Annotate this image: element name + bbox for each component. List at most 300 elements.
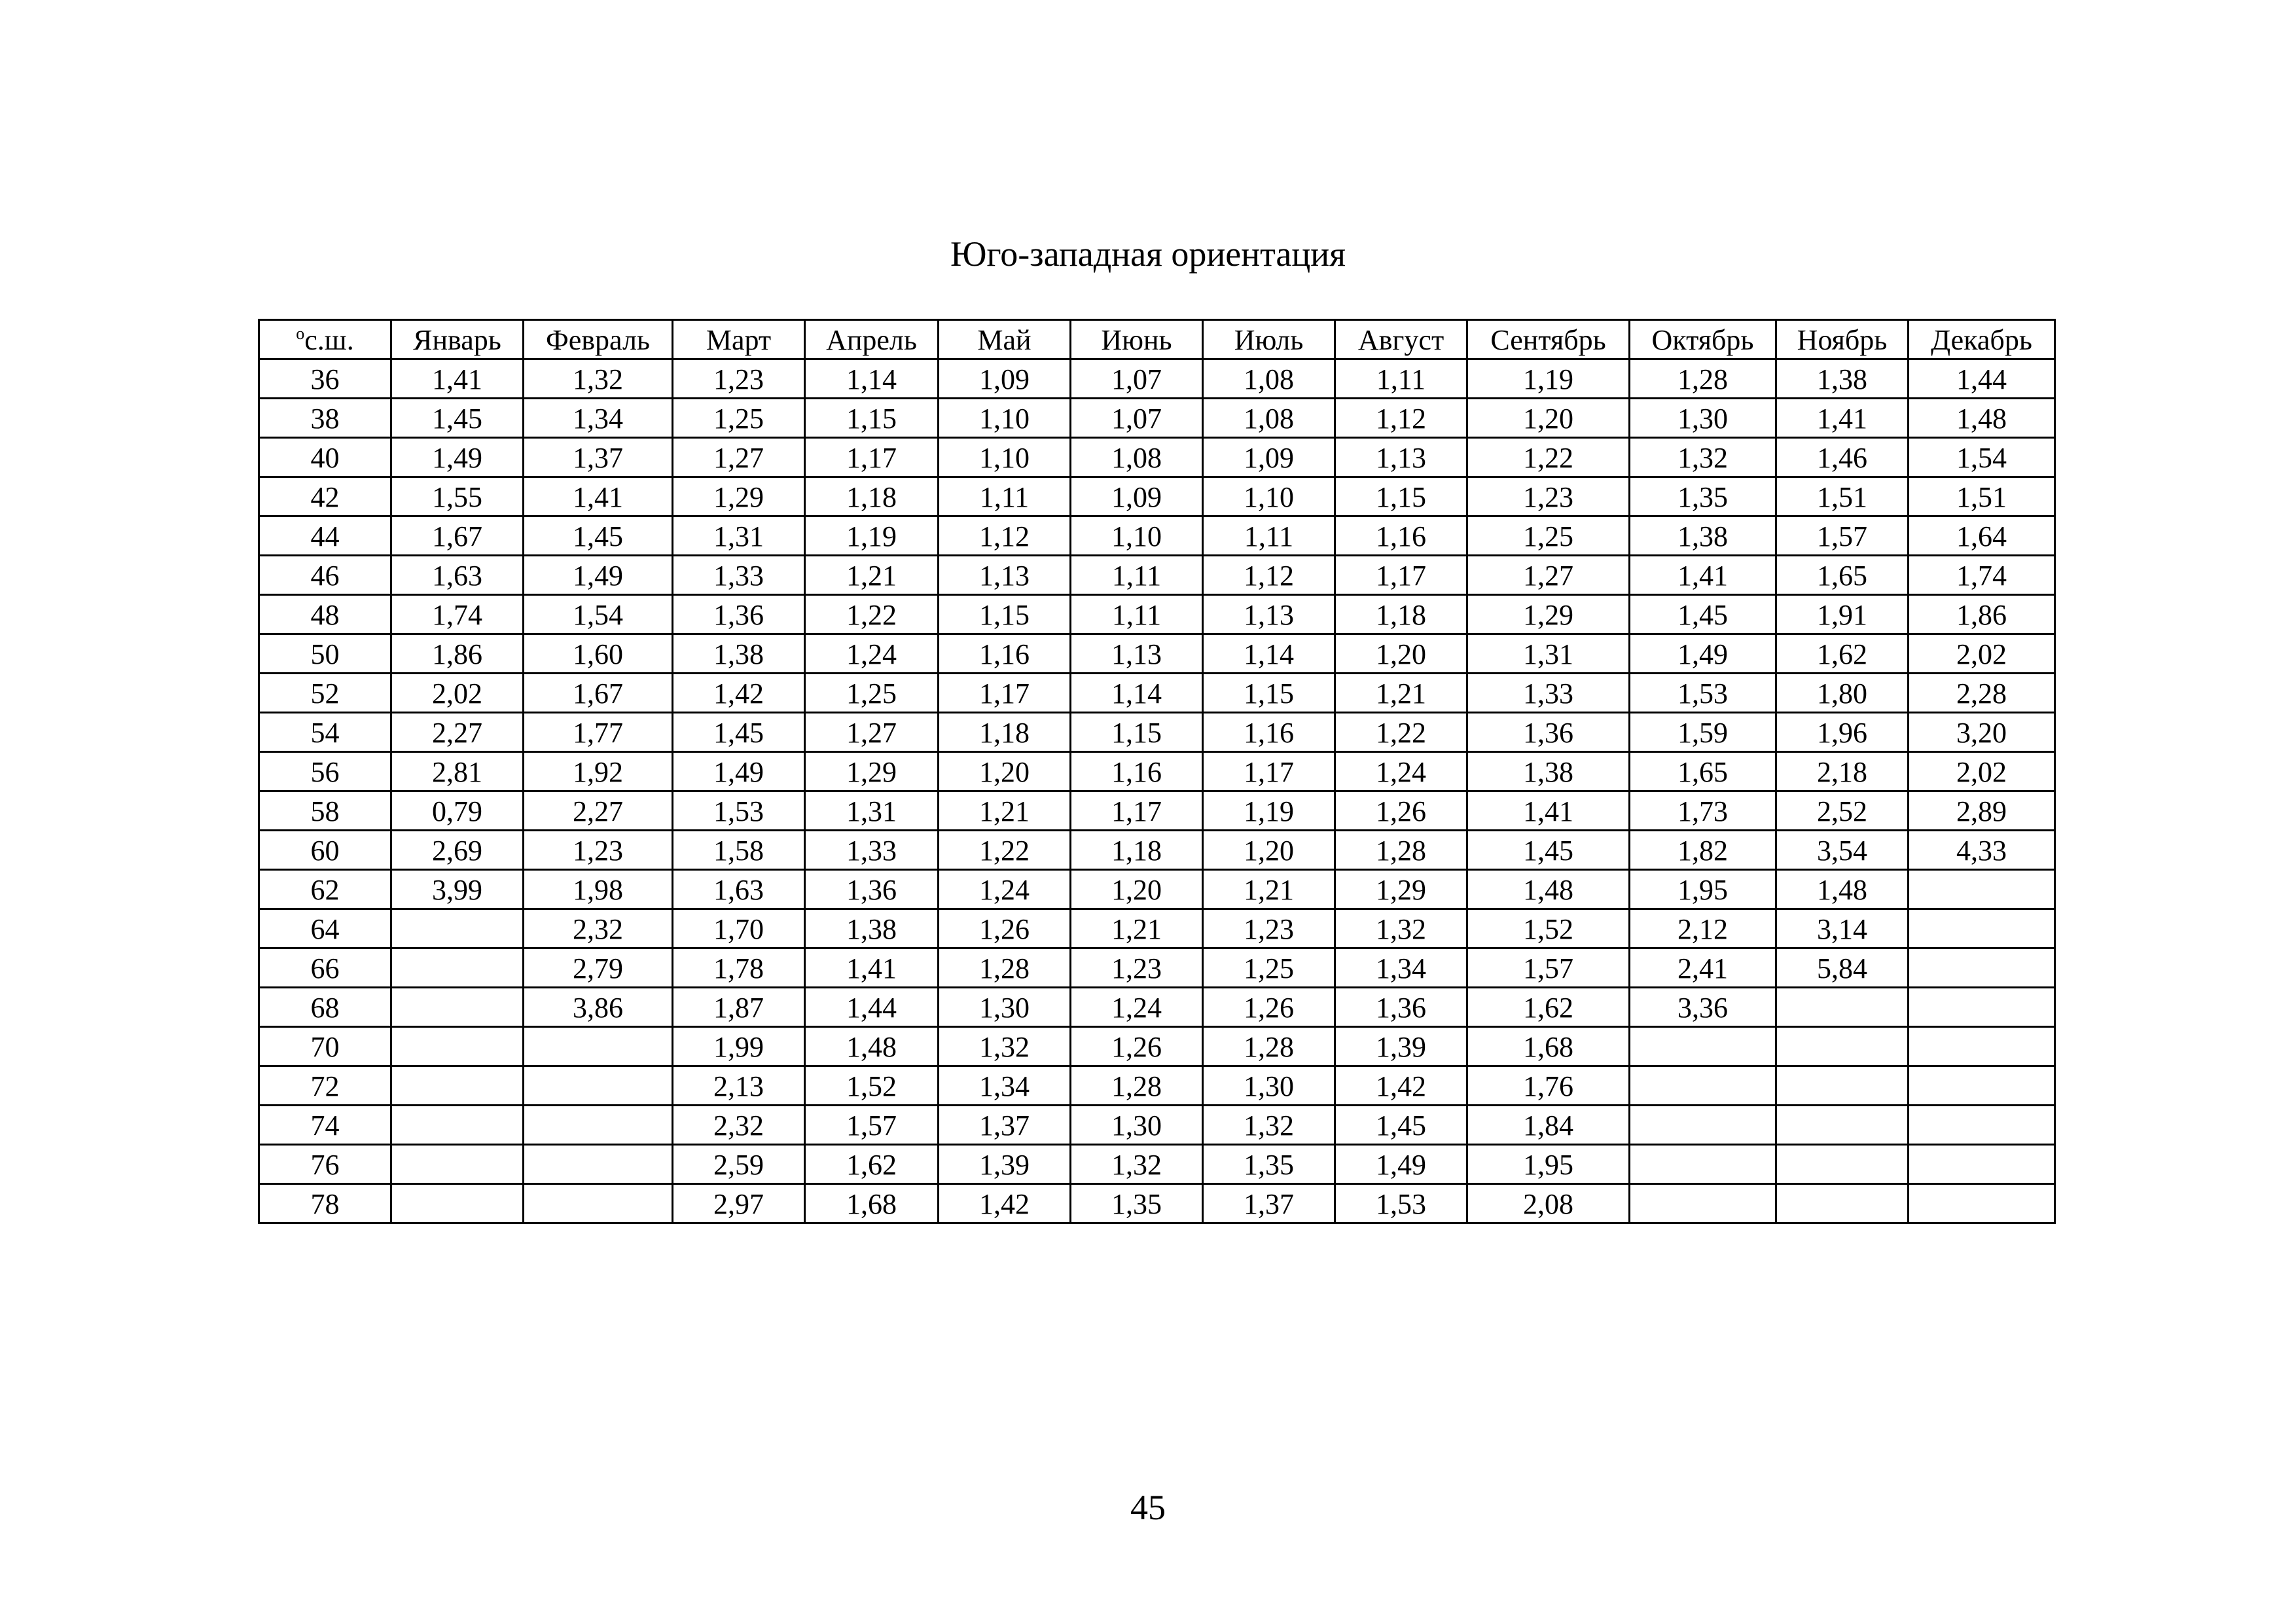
latitude-cell: 70 [259,1027,391,1066]
table-row [259,359,2055,399]
value-cell: 1,35 [1630,477,1776,516]
value-cell: 1,32 [1071,1145,1203,1184]
value-cell: 1,49 [1335,1145,1467,1184]
table-row [259,556,2055,595]
month-header: Август [1335,320,1467,359]
value-cell: 2,27 [524,791,673,831]
value-cell: 1,23 [673,359,805,399]
value-cell: 1,68 [1467,1027,1630,1066]
value-cell [1630,1145,1776,1184]
value-cell: 1,38 [1630,516,1776,556]
value-cell: 1,67 [524,674,673,713]
value-cell: 3,99 [391,870,524,909]
value-cell: 2,08 [1467,1184,1630,1223]
value-cell [524,1027,673,1066]
value-cell: 1,34 [524,399,673,438]
value-cell: 1,33 [673,556,805,595]
value-cell: 1,25 [805,674,939,713]
value-cell: 1,10 [939,438,1071,477]
value-cell: 1,21 [805,556,939,595]
value-cell: 2,13 [673,1066,805,1106]
value-cell: 1,70 [673,909,805,948]
value-cell: 1,64 [1909,516,2055,556]
value-cell: 1,28 [1335,831,1467,870]
value-cell: 1,19 [1203,791,1335,831]
value-cell: 1,29 [1335,870,1467,909]
month-header: Март [673,320,805,359]
month-header: Ноябрь [1776,320,1909,359]
latitude-cell: 72 [259,1066,391,1106]
latitude-cell: 42 [259,477,391,516]
value-cell [1776,988,1909,1027]
table-body [259,359,2055,1223]
value-cell: 1,53 [673,791,805,831]
value-cell: 1,37 [524,438,673,477]
value-cell: 1,63 [391,556,524,595]
value-cell: 1,20 [1071,870,1203,909]
table-row [259,477,2055,516]
value-cell: 1,45 [1630,595,1776,634]
value-cell: 1,68 [805,1184,939,1223]
value-cell: 1,23 [524,831,673,870]
month-header: Май [939,320,1071,359]
value-cell: 1,87 [673,988,805,1027]
latitude-cell: 78 [259,1184,391,1223]
value-cell: 1,48 [805,1027,939,1066]
value-cell: 1,23 [1071,948,1203,988]
value-cell: 1,12 [939,516,1071,556]
value-cell: 1,24 [939,870,1071,909]
value-cell: 1,15 [1203,674,1335,713]
value-cell: 1,20 [1467,399,1630,438]
value-cell: 1,16 [1071,752,1203,791]
table-row [259,1066,2055,1106]
value-cell: 1,17 [1335,556,1467,595]
value-cell: 1,10 [939,399,1071,438]
value-cell: 1,26 [1335,791,1467,831]
value-cell: 1,28 [1630,359,1776,399]
value-cell: 3,36 [1630,988,1776,1027]
value-cell: 1,18 [939,713,1071,752]
table-header-row [259,320,2055,359]
value-cell: 1,77 [524,713,673,752]
value-cell: 1,80 [1776,674,1909,713]
latitude-cell: 38 [259,399,391,438]
value-cell: 2,02 [1909,752,2055,791]
value-cell: 1,51 [1776,477,1909,516]
value-cell: 1,22 [1335,713,1467,752]
value-cell: 1,53 [1630,674,1776,713]
value-cell: 1,39 [939,1145,1071,1184]
value-cell: 1,49 [391,438,524,477]
degree-superscript: о [296,324,305,343]
value-cell: 1,21 [1335,674,1467,713]
value-cell [1909,948,2055,988]
value-cell: 1,08 [1203,399,1335,438]
value-cell: 1,41 [1630,556,1776,595]
value-cell: 1,42 [1335,1066,1467,1106]
latitude-cell: 46 [259,556,391,595]
value-cell: 1,16 [939,634,1071,674]
value-cell [1630,1184,1776,1223]
value-cell: 1,30 [1630,399,1776,438]
value-cell: 1,36 [673,595,805,634]
month-header: Июль [1203,320,1335,359]
value-cell [1909,1145,2055,1184]
table-row [259,1027,2055,1066]
value-cell: 1,48 [1909,399,2055,438]
value-cell [391,1184,524,1223]
value-cell: 1,45 [673,713,805,752]
value-cell: 2,79 [524,948,673,988]
value-cell: 1,12 [1203,556,1335,595]
value-cell: 2,02 [391,674,524,713]
value-cell: 1,24 [1071,988,1203,1027]
value-cell: 1,38 [805,909,939,948]
value-cell: 1,95 [1467,1145,1630,1184]
value-cell: 1,37 [1203,1184,1335,1223]
value-cell: 1,31 [673,516,805,556]
value-cell [391,988,524,1027]
value-cell: 0,79 [391,791,524,831]
value-cell: 1,65 [1776,556,1909,595]
value-cell: 1,44 [1909,359,2055,399]
value-cell: 1,19 [1467,359,1630,399]
value-cell: 1,32 [1335,909,1467,948]
value-cell: 1,18 [1335,595,1467,634]
value-cell [1909,1106,2055,1145]
value-cell: 1,07 [1071,359,1203,399]
table-row [259,634,2055,674]
value-cell: 1,14 [1071,674,1203,713]
value-cell: 1,14 [805,359,939,399]
value-cell: 1,92 [524,752,673,791]
value-cell: 1,22 [939,831,1071,870]
value-cell: 1,35 [1203,1145,1335,1184]
value-cell [524,1184,673,1223]
month-header: Октябрь [1630,320,1776,359]
value-cell [391,909,524,948]
value-cell: 1,10 [1203,477,1335,516]
value-cell: 1,73 [1630,791,1776,831]
value-cell: 1,41 [1776,399,1909,438]
latitude-cell: 56 [259,752,391,791]
value-cell: 1,27 [673,438,805,477]
value-cell: 1,34 [1335,948,1467,988]
latitude-cell: 50 [259,634,391,674]
value-cell: 1,37 [939,1106,1071,1145]
value-cell: 2,52 [1776,791,1909,831]
value-cell: 1,42 [939,1184,1071,1223]
value-cell: 1,41 [391,359,524,399]
value-cell: 2,12 [1630,909,1776,948]
value-cell: 1,07 [1071,399,1203,438]
value-cell [391,1145,524,1184]
value-cell: 1,45 [1335,1106,1467,1145]
value-cell: 2,02 [1909,634,2055,674]
value-cell: 2,32 [524,909,673,948]
value-cell: 1,24 [805,634,939,674]
month-header: Сентябрь [1467,320,1630,359]
value-cell: 1,57 [805,1106,939,1145]
value-cell: 1,30 [939,988,1071,1027]
value-cell: 1,29 [805,752,939,791]
value-cell: 1,16 [1335,516,1467,556]
value-cell: 1,25 [1467,516,1630,556]
value-cell: 1,36 [805,870,939,909]
value-cell: 2,89 [1909,791,2055,831]
latitude-cell: 66 [259,948,391,988]
value-cell: 1,15 [1071,713,1203,752]
value-cell: 1,54 [524,595,673,634]
value-cell: 1,28 [1071,1066,1203,1106]
value-cell: 1,32 [524,359,673,399]
page-title: Юго-западная ориентация [950,234,1346,274]
table-row [259,1184,2055,1223]
value-cell: 1,53 [1335,1184,1467,1223]
value-cell: 1,17 [1071,791,1203,831]
value-cell: 1,11 [1071,595,1203,634]
value-cell: 1,49 [524,556,673,595]
value-cell: 1,32 [939,1027,1071,1066]
value-cell [391,1106,524,1145]
value-cell: 1,57 [1467,948,1630,988]
value-cell: 2,59 [673,1145,805,1184]
value-cell: 1,67 [391,516,524,556]
value-cell: 1,74 [391,595,524,634]
month-header: Февраль [524,320,673,359]
value-cell [1909,909,2055,948]
value-cell: 1,32 [1203,1106,1335,1145]
value-cell: 1,48 [1776,870,1909,909]
value-cell: 1,25 [673,399,805,438]
latitude-cell: 62 [259,870,391,909]
value-cell: 1,34 [939,1066,1071,1106]
value-cell: 1,15 [939,595,1071,634]
latitude-cell: 68 [259,988,391,1027]
table-row [259,713,2055,752]
value-cell: 1,29 [1467,595,1630,634]
value-cell: 1,62 [805,1145,939,1184]
table-row [259,831,2055,870]
value-cell: 3,54 [1776,831,1909,870]
value-cell [1909,870,2055,909]
value-cell [524,1066,673,1106]
latitude-cell: 74 [259,1106,391,1145]
value-cell: 2,28 [1909,674,2055,713]
value-cell: 1,21 [1071,909,1203,948]
value-cell: 1,22 [1467,438,1630,477]
value-cell: 1,60 [524,634,673,674]
value-cell: 1,35 [1071,1184,1203,1223]
value-cell: 1,30 [1071,1106,1203,1145]
value-cell: 1,26 [939,909,1071,948]
latitude-cell: 44 [259,516,391,556]
value-cell: 1,12 [1335,399,1467,438]
month-header: Июнь [1071,320,1203,359]
month-header: Январь [391,320,524,359]
value-cell: 1,48 [1467,870,1630,909]
value-cell: 1,27 [805,713,939,752]
value-cell: 1,31 [1467,634,1630,674]
value-cell: 1,29 [673,477,805,516]
value-cell [1776,1184,1909,1223]
value-cell: 1,63 [673,870,805,909]
table-row [259,674,2055,713]
value-cell: 1,57 [1776,516,1909,556]
table-row [259,595,2055,634]
value-cell: 1,18 [805,477,939,516]
value-cell: 1,33 [805,831,939,870]
value-cell: 1,82 [1630,831,1776,870]
value-cell: 1,74 [1909,556,2055,595]
latitude-cell: 60 [259,831,391,870]
value-cell: 1,26 [1203,988,1335,1027]
value-cell: 1,99 [673,1027,805,1066]
value-cell: 1,13 [1071,634,1203,674]
value-cell: 1,23 [1467,477,1630,516]
table-row [259,1106,2055,1145]
value-cell: 1,38 [1776,359,1909,399]
value-cell: 5,84 [1776,948,1909,988]
value-cell: 1,28 [1203,1027,1335,1066]
month-header: Апрель [805,320,939,359]
value-cell: 1,55 [391,477,524,516]
value-cell: 1,59 [1630,713,1776,752]
value-cell [1630,1066,1776,1106]
latitude-cell: 40 [259,438,391,477]
latitude-cell: 52 [259,674,391,713]
table-row [259,752,2055,791]
value-cell: 1,13 [1335,438,1467,477]
value-cell: 1,36 [1467,713,1630,752]
latitude-cell: 54 [259,713,391,752]
value-cell: 1,41 [805,948,939,988]
value-cell: 1,23 [1203,909,1335,948]
value-cell: 3,14 [1776,909,1909,948]
value-cell: 1,58 [673,831,805,870]
value-cell: 2,69 [391,831,524,870]
value-cell: 1,21 [939,791,1071,831]
value-cell [1776,1027,1909,1066]
value-cell: 1,13 [1203,595,1335,634]
value-cell: 1,17 [1203,752,1335,791]
month-header: Декабрь [1909,320,2055,359]
page-number: 45 [1130,1488,1166,1527]
value-cell: 1,16 [1203,713,1335,752]
value-cell: 1,39 [1335,1027,1467,1066]
value-cell: 2,97 [673,1184,805,1223]
table-row [259,870,2055,909]
value-cell [1909,988,2055,1027]
coefficient-table [258,319,2056,1224]
value-cell: 1,18 [1071,831,1203,870]
value-cell: 1,20 [939,752,1071,791]
table-row [259,948,2055,988]
value-cell [1909,1066,2055,1106]
table-row [259,516,2055,556]
value-cell: 1,46 [1776,438,1909,477]
value-cell: 1,42 [673,674,805,713]
value-cell: 3,20 [1909,713,2055,752]
value-cell: 1,84 [1467,1106,1630,1145]
value-cell: 1,36 [1335,988,1467,1027]
value-cell: 1,45 [391,399,524,438]
table-row [259,791,2055,831]
value-cell: 2,32 [673,1106,805,1145]
value-cell: 3,86 [524,988,673,1027]
value-cell [1776,1106,1909,1145]
value-cell: 1,09 [1071,477,1203,516]
value-cell: 2,27 [391,713,524,752]
latitude-cell: 76 [259,1145,391,1184]
value-cell: 1,15 [1335,477,1467,516]
value-cell: 1,45 [524,516,673,556]
table-row [259,399,2055,438]
value-cell: 1,31 [805,791,939,831]
value-cell: 1,52 [805,1066,939,1106]
table-row [259,438,2055,477]
latitude-cell: 36 [259,359,391,399]
value-cell: 1,13 [939,556,1071,595]
value-cell: 1,11 [1203,516,1335,556]
value-cell: 1,14 [1203,634,1335,674]
value-cell: 1,20 [1203,831,1335,870]
value-cell: 1,24 [1335,752,1467,791]
value-cell: 2,81 [391,752,524,791]
value-cell: 1,49 [1630,634,1776,674]
value-cell: 1,33 [1467,674,1630,713]
value-cell: 1,28 [939,948,1071,988]
value-cell: 1,54 [1909,438,2055,477]
value-cell: 1,15 [805,399,939,438]
latitude-header-label: с.ш. [304,324,354,356]
latitude-header [259,320,391,359]
value-cell: 1,08 [1071,438,1203,477]
value-cell: 1,20 [1335,634,1467,674]
value-cell [1909,1184,2055,1223]
value-cell: 1,91 [1776,595,1909,634]
value-cell: 1,62 [1467,988,1630,1027]
latitude-cell: 58 [259,791,391,831]
value-cell: 1,44 [805,988,939,1027]
value-cell: 2,41 [1630,948,1776,988]
value-cell: 1,22 [805,595,939,634]
value-cell: 2,18 [1776,752,1909,791]
value-cell: 1,21 [1203,870,1335,909]
value-cell [1630,1106,1776,1145]
value-cell: 4,33 [1909,831,2055,870]
value-cell: 1,86 [391,634,524,674]
value-cell [391,1066,524,1106]
value-cell: 1,98 [524,870,673,909]
value-cell: 1,78 [673,948,805,988]
value-cell: 1,26 [1071,1027,1203,1066]
value-cell: 1,32 [1630,438,1776,477]
value-cell: 1,11 [939,477,1071,516]
table-row [259,988,2055,1027]
value-cell: 1,11 [1071,556,1203,595]
value-cell [524,1145,673,1184]
value-cell: 1,41 [1467,791,1630,831]
value-cell [1776,1066,1909,1106]
value-cell: 1,45 [1467,831,1630,870]
value-cell: 1,08 [1203,359,1335,399]
value-cell: 1,49 [673,752,805,791]
value-cell: 1,17 [805,438,939,477]
value-cell [524,1106,673,1145]
value-cell: 1,09 [939,359,1071,399]
